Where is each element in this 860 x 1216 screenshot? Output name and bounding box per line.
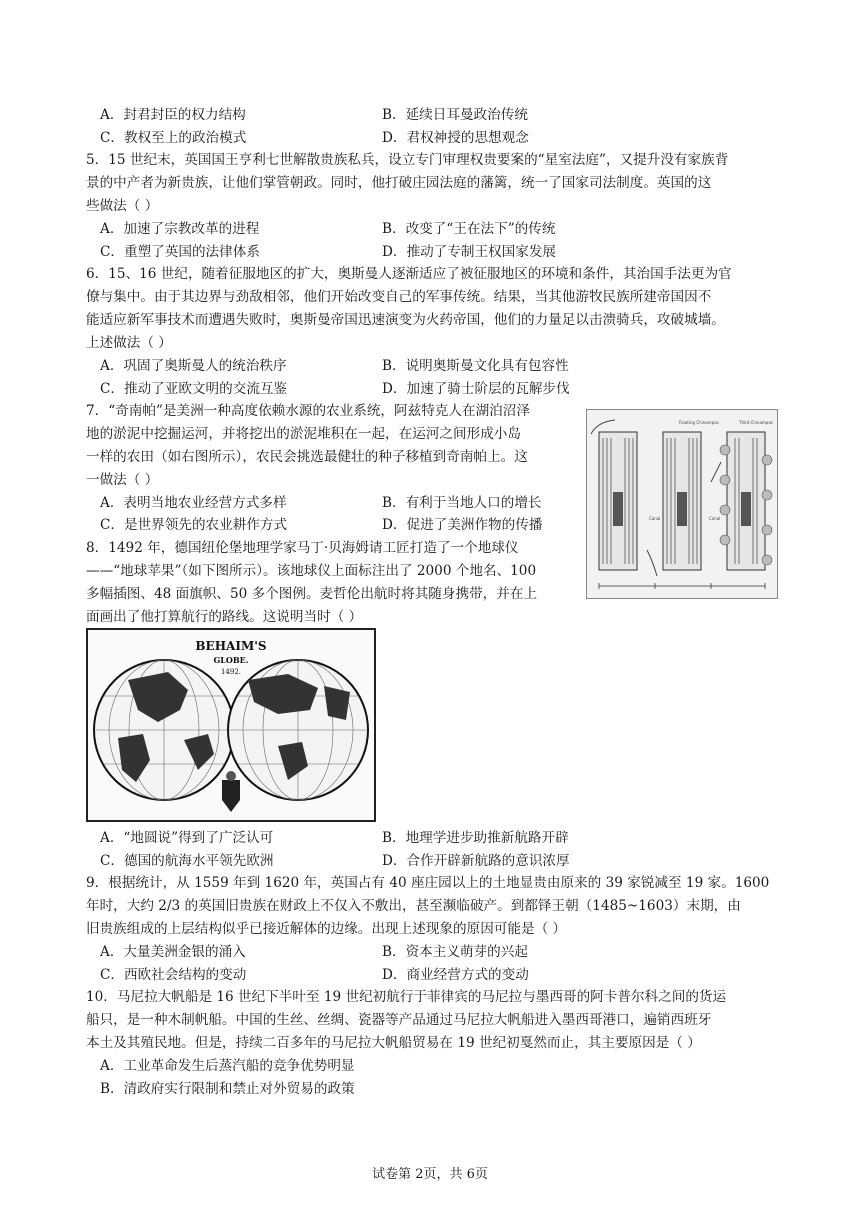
q7-option-b: B．有利于当地人口的增长 — [382, 495, 542, 511]
q6-stem-line: 僚与集中。由于其边界与劲敌相邻，他们开始改变自己的军事传统。结果，当其他游牧民族所建帝国因不 — [86, 289, 712, 305]
q6-option-d: D．加速了骑士阶层的瓦解步伐 — [382, 381, 570, 397]
behaim-globe-figure — [86, 628, 376, 822]
q5-option-a: A．加速了宗教改革的进程 — [100, 221, 260, 237]
q10-option-b: B．清政府实行限制和禁止对外贸易的政策 — [100, 1081, 355, 1097]
q7-option-d: D．促进了美洲作物的传播 — [382, 517, 543, 533]
q9-option-b: B．资本主义萌芽的兴起 — [382, 944, 528, 960]
globe-year: 1492. — [220, 668, 242, 676]
q10-stem-line: 船只，是一种木制帆船。中国的生丝、丝绸、瓷器等产品通过马尼拉大帆船进入墨西哥港口，遍销西班牙 — [86, 1012, 712, 1028]
q4-option-d: D．君权神授的思想观念 — [382, 130, 529, 146]
canal-label: Canal — [709, 516, 721, 521]
q7-stem-line: 7．“奇南帕”是美洲一种高度依赖水源的农业系统，阿兹特克人在湖泊沼泽 — [86, 403, 530, 419]
q6-option-b: B．说明奥斯曼文化具有包容性 — [382, 358, 569, 374]
q8-option-b: B．地理学进步助推新航路开辟 — [382, 830, 569, 846]
chinampa-label: Floating Chinampas — [679, 420, 719, 425]
q4-option-c: C．教权至上的政治模式 — [100, 130, 247, 146]
q5-option-c: C．重塑了英国的法律体系 — [100, 244, 260, 260]
q9-option-c: C．西欧社会结构的变动 — [100, 967, 247, 983]
q6-option-a: A．巩固了奥斯曼人的统治秩序 — [100, 358, 287, 374]
q9-option-d: D．商业经营方式的变动 — [382, 967, 529, 983]
q5-stem-line: 景的中产者为新贵族，让他们掌管朝政。同时，他打破庄园法庭的藩篱，统一了国家司法制度。英国的这 — [86, 175, 712, 191]
q8-stem-line: ——“地球苹果”（如下图所示）。该地球仪上面标注出了 2000 个地名、100 — [86, 563, 537, 579]
q8-option-a: A．“地圆说”得到了广泛认可 — [100, 830, 274, 846]
q4-option-a: A．封君封臣的权力结构 — [100, 107, 246, 123]
chinampa-figure — [586, 409, 778, 599]
q10-stem-line: 10．马尼拉大帆船是 16 世纪下半叶至 19 世纪初航行于菲律宾的马尼拉与墨西哥的阿卡普尔科之间的货运 — [86, 989, 727, 1005]
q7-stem-line: 一做法（ ） — [86, 472, 159, 488]
q7-option-a: A．表明当地农业经营方式多样 — [100, 495, 287, 511]
q8-stem-line: 多幅插图、48 面旗帜、50 多个图例。麦哲伦出航时将其随身携带，并在上 — [86, 586, 538, 602]
q8-option-d: D．合作开辟新航路的意识浓厚 — [382, 853, 570, 869]
q10-stem-line: 本土及其殖民地。但是，持续二百多年的马尼拉大帆船贸易在 19 世纪初戛然而止，其主要原因是（ ） — [86, 1035, 701, 1051]
q9-stem-line: 9．根据统计，从 1559 年到 1620 年，英国占有 40 座庄园以上的土地显贵由原来的 39 家锐减至 19 家。1600 — [86, 875, 770, 891]
q9-option-a: A．大量美洲金银的涌入 — [100, 944, 246, 960]
q9-stem-line: 旧贵族组成的上层结构似乎已接近解体的边缘。出现上述现象的原因可能是（ ） — [86, 921, 567, 937]
q9-stem-line: 年时，大约 2/3 的英国旧贵族在财政上不仅入不敷出，甚至濒临破产。到都铎王朝（1485~1603）末期，由 — [86, 898, 741, 914]
q8-stem-line: 8．1492 年，德国纽伦堡地理学家马丁·贝海姆请工匠打造了一个地球仪 — [86, 540, 519, 556]
q4-option-b: B．延续日耳曼政治传统 — [382, 107, 528, 123]
q5-stem-line: 些做法（ ） — [86, 198, 159, 214]
q8-option-c: C．德国的航海水平领先欧洲 — [100, 853, 274, 869]
globe-title: BEHAIM'S — [195, 639, 267, 653]
q6-option-c: C．推动了亚欧文明的交流互鉴 — [100, 381, 288, 397]
q6-stem-line: 6．15、16 世纪，随着征服地区的扩大，奥斯曼人逐渐适应了被征服地区的环境和条件，其治国手法更为官 — [86, 266, 732, 282]
q7-stem-line: 地的淤泥中挖掘运河，并将挖出的淤泥堆积在一起，在运河之间形成小岛 — [86, 426, 521, 442]
q8-stem-line: 面画出了他打算航行的路线。这说明当时（ ） — [86, 609, 363, 625]
q5-option-d: D．推动了专制王权国家发展 — [382, 244, 557, 260]
q5-stem-line: 5．15 世纪末，英国国王亨利七世解散贵族私兵，设立专门审理权贵要案的“星室法庭”，又提升没有家族背 — [86, 152, 729, 168]
q6-stem-line: 上述做法（ ） — [86, 335, 172, 351]
q6-stem-line: 能适应新军事技术而遭遇失败时，奥斯曼帝国迅速演变为火药帝国，他们的力量足以击溃骑兵，攻破城墙。 — [86, 312, 725, 328]
chinampa-label: Third Chinampas — [739, 420, 773, 425]
page-footer: 试卷第 2页，共 6页 — [372, 1167, 488, 1182]
q7-stem-line: 一样的农田（如右图所示），农民会挑选最健壮的种子移植到奇南帕上。这 — [86, 449, 528, 465]
globe-subtitle: GLOBE. — [213, 655, 249, 665]
q10-option-a: A．工业革命发生后蒸汽船的竞争优势明显 — [100, 1058, 355, 1074]
q5-option-b: B．改变了“王在法下”的传统 — [382, 221, 556, 237]
q7-option-c: C．是世界领先的农业耕作方式 — [100, 517, 288, 533]
chinampa-illustration — [587, 410, 777, 598]
behaim-globe-map — [88, 630, 374, 820]
canal-label: Canal — [649, 516, 661, 521]
